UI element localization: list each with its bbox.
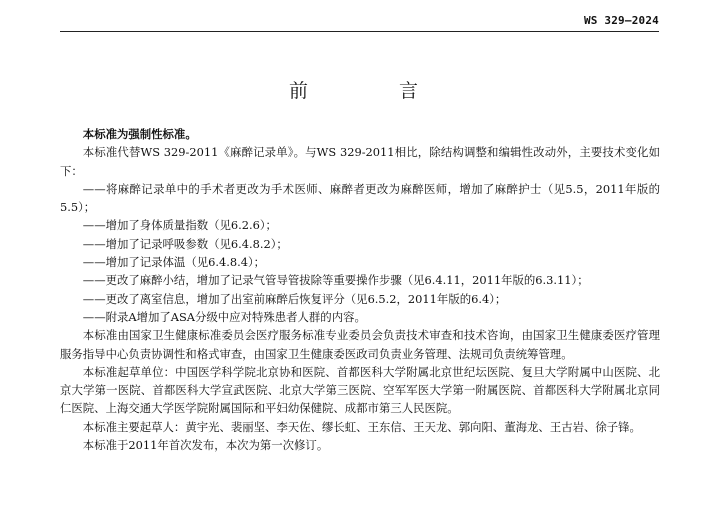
change-item-1: ——将麻醉记录单中的手术者更改为手术医师、麻醉者更改为麻醉医师，增加了麻醉护士（见5.5，2011年版的5.5）； <box>60 181 660 215</box>
change-item-3: ——增加了记录呼吸参数（见6.4.8.2）； <box>82 236 288 251</box>
change-item-5: ——更改了麻醉小结，增加了记录气管导管拔除等重要操作步骤（见6.4.11，2011年版的6.3.11）； <box>82 273 589 288</box>
change-item-4: ——增加了记录体温（见6.4.8.4）； <box>82 255 266 270</box>
paragraph-drafting-units: 本标准起草单位：中国医学科学院北京协和医院、首都医科大学附属北京世纪坛医院、复旦大学附属中山医院、北京大学第一医院、首都医科大学宣武医院、北京大学第三医院、空军军医大学第一附属医院、首都医科大学附属北京同仁医院、上海交通大学医学院附属国际和平妇幼保健院、成都市第三人民医院。 <box>60 364 660 416</box>
paragraph-drafters: 本标准主要起草人：黄宇光、裴丽坚、李天佐、缪长虹、王东信、王天龙、郭向阳、董海龙、王古岩、徐子锋。 <box>82 419 641 434</box>
header-rule <box>60 31 659 32</box>
change-item-7: ——附录A增加了ASA分级中应对特殊患者人群的内容。 <box>82 309 366 324</box>
paragraph-mandatory: 本标准为强制性标准。 <box>82 127 197 141</box>
page-title: 前 言 <box>288 80 454 102</box>
paragraph-proposal: 本标准由国家卫生健康标准委员会医疗服务标准专业委员会负责技术审查和技术咨询，由国家卫生健康委医疗管理服务指导中心负责协调性和格式审查，由国家卫生健康委医政司负责业务管理、法规司负责统筹管理。 <box>60 328 660 361</box>
foreword-body <box>60 125 660 454</box>
paragraph-history: 本标准于2011年首次发布，本次为第一次修订。 <box>82 438 329 453</box>
change-item-2: ——增加了身体质量指数（见6.2.6）； <box>82 218 277 233</box>
standard-code: WS 329—2024 <box>583 14 659 27</box>
change-item-6: ——更改了离室信息，增加了出室前麻醉后恢复评分（见6.5.2，2011年版的6.4）； <box>82 291 507 306</box>
paragraph-replaces: 本标准代替WS 329-2011《麻醉记录单》。与WS 329-2011相比，除结构调整和编辑性改动外，主要技术变化如下： <box>60 145 660 178</box>
